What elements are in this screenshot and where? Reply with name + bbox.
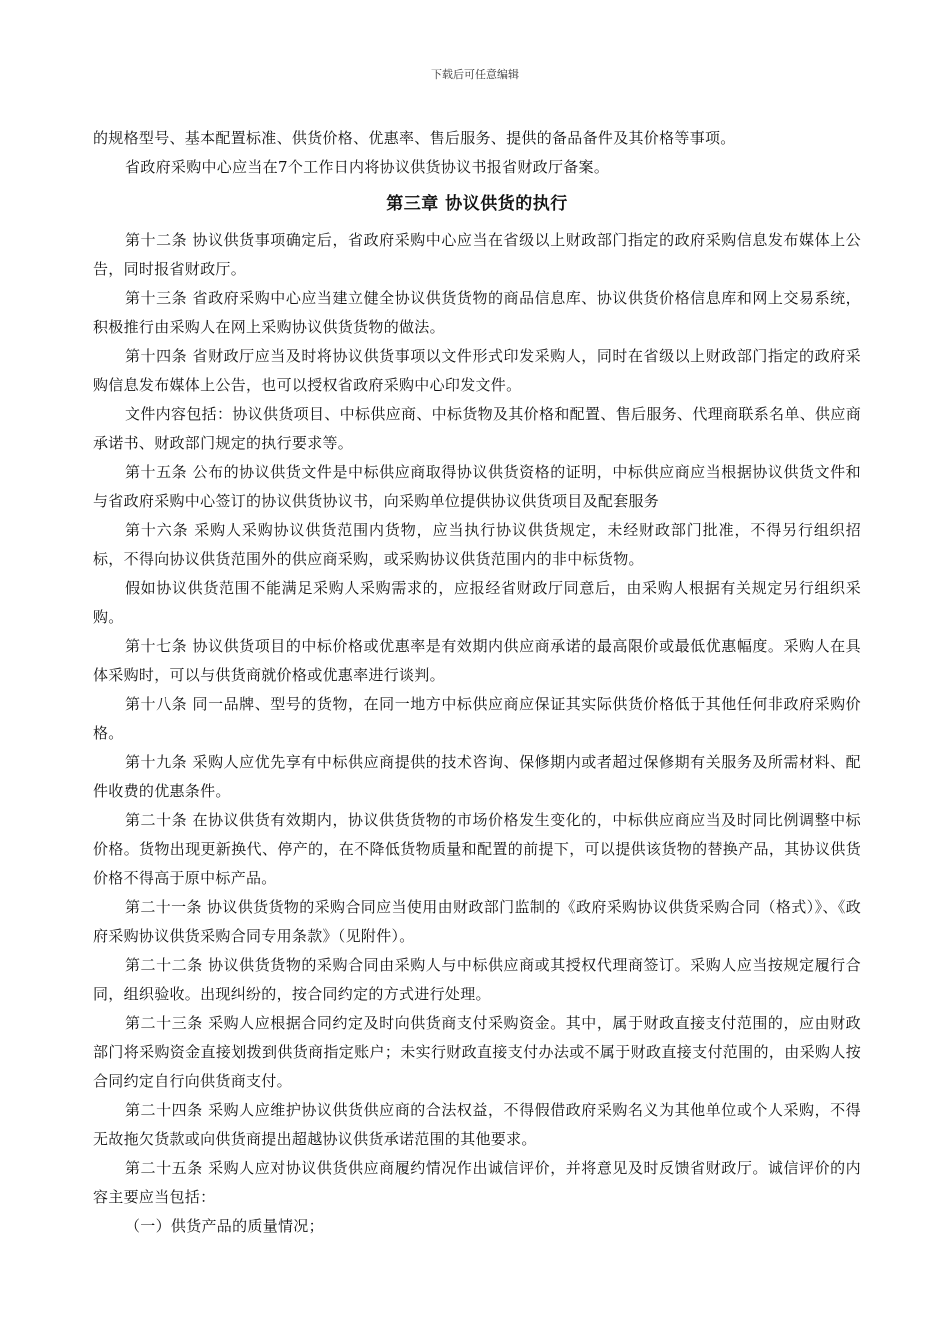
chapter-title: 第三章 协议供货的执行: [386, 194, 568, 214]
article-paragraph: 第二十条 在协议供货有效期内，协议供货货物的市场价格发生变化的，中标供应商应当及时同比例调整中标价格。货物出现更新换代、停产的，在不降低货物质量和配置的前提下，可以提供该货物的替换产品，其协议供货价格不得高于原中标产品。: [93, 811, 861, 887]
article-paragraph: 第二十二条 协议供货货物的采购合同由采购人与中标供应商或其授权代理商签订。采购人应当按规定履行合同，组织验收。出现纠纷的，按合同约定的方式进行处理。: [93, 956, 861, 1003]
article-paragraph: 第十八条 同一品牌、型号的货物，在同一地方中标供应商应保证其实际供货价格低于其他任何非政府采购价格。: [93, 695, 861, 742]
article-paragraph: 第十七条 协议供货项目的中标价格或优惠率是有效期内供应商承诺的最高限价或最低优惠幅度。采购人在具体采购时，可以与供货商就价格或优惠率进行谈判。: [93, 637, 861, 684]
article-paragraph: 第二十三条 采购人应根据合同约定及时向供货商支付采购资金。其中，属于财政直接支付范围的，应由财政部门将采购资金直接划拨到供货商指定账户；未实行财政直接支付办法或不属于财政直接支付范围的，由采购人按合同约定自行向供货商支付。: [93, 1014, 861, 1090]
article-paragraph: 第十四条 省财政厅应当及时将协议供货事项以文件形式印发采购人，同时在省级以上财政部门指定的政府采购信息发布媒体上公告，也可以授权省政府采购中心印发文件。: [93, 347, 861, 394]
article-paragraph: 第十三条 省政府采购中心应当建立健全协议供货货物的商品信息库、协议供货价格信息库和网上交易系统，积极推行由采购人在网上采购协议供货货物的做法。: [93, 289, 861, 336]
article-paragraph: 第二十一条 协议供货货物的采购合同应当使用由财政部门监制的《政府采购协议供货采购合同（格式）》、《政府采购协议供货采购合同专用条款》（见附件）。: [93, 898, 861, 945]
article-paragraph: 第十二条 协议供货事项确定后，省政府采购中心应当在省级以上财政部门指定的政府采购信息发布媒体上公告，同时报省财政厅。: [93, 231, 861, 278]
paragraph: 的规格型号、基本配置标准、供货价格、优惠率、售后服务、提供的备品备件及其价格等事项。: [93, 129, 736, 147]
article-paragraph: 假如协议供货范围不能满足采购人采购需求的，应报经省财政厅同意后，由采购人根据有关规定另行组织采购。: [93, 579, 861, 626]
article-paragraph: 第二十五条 采购人应对协议供货供应商履约情况作出诚信评价，并将意见及时反馈省财政厅。诚信评价的内容主要应当包括：: [93, 1159, 861, 1206]
article-paragraph: 文件内容包括：协议供货项目、中标供应商、中标货物及其价格和配置、售后服务、代理商联系名单、供应商承诺书、财政部门规定的执行要求等。: [93, 405, 861, 452]
article-paragraph: 第二十四条 采购人应维护协议供货供应商的合法权益，不得假借政府采购名义为其他单位或个人采购，不得无故拖欠货款或向供货商提出超越协议供货承诺范围的其他要求。: [93, 1101, 861, 1148]
article-paragraph: 第十六条 采购人采购协议供货范围内货物，应当执行协议供货规定，未经财政部门批准，不得另行组织招标，不得向协议供货范围外的供应商采购，或采购协议供货范围内的非中标货物。: [93, 521, 861, 568]
article-paragraph: 第十九条 采购人应优先享有中标供应商提供的技术咨询、保修期内或者超过保修期有关服务及所需材料、配件收费的优惠条件。: [93, 753, 861, 800]
document-body: [93, 124, 861, 1241]
page-header: 下载后可任意编辑: [431, 68, 519, 81]
list-item: （一）供货产品的质量情况；: [125, 1217, 324, 1235]
paragraph: 省政府采购中心应当在7个工作日内将协议供货协议书报省财政厅备案。: [125, 158, 610, 176]
article-paragraph: 第十五条 公布的协议供货文件是中标供应商取得协议供货资格的证明，中标供应商应当根据协议供货文件和与省政府采购中心签订的协议供货协议书，向采购单位提供协议供货项目及配套服务: [93, 463, 861, 510]
